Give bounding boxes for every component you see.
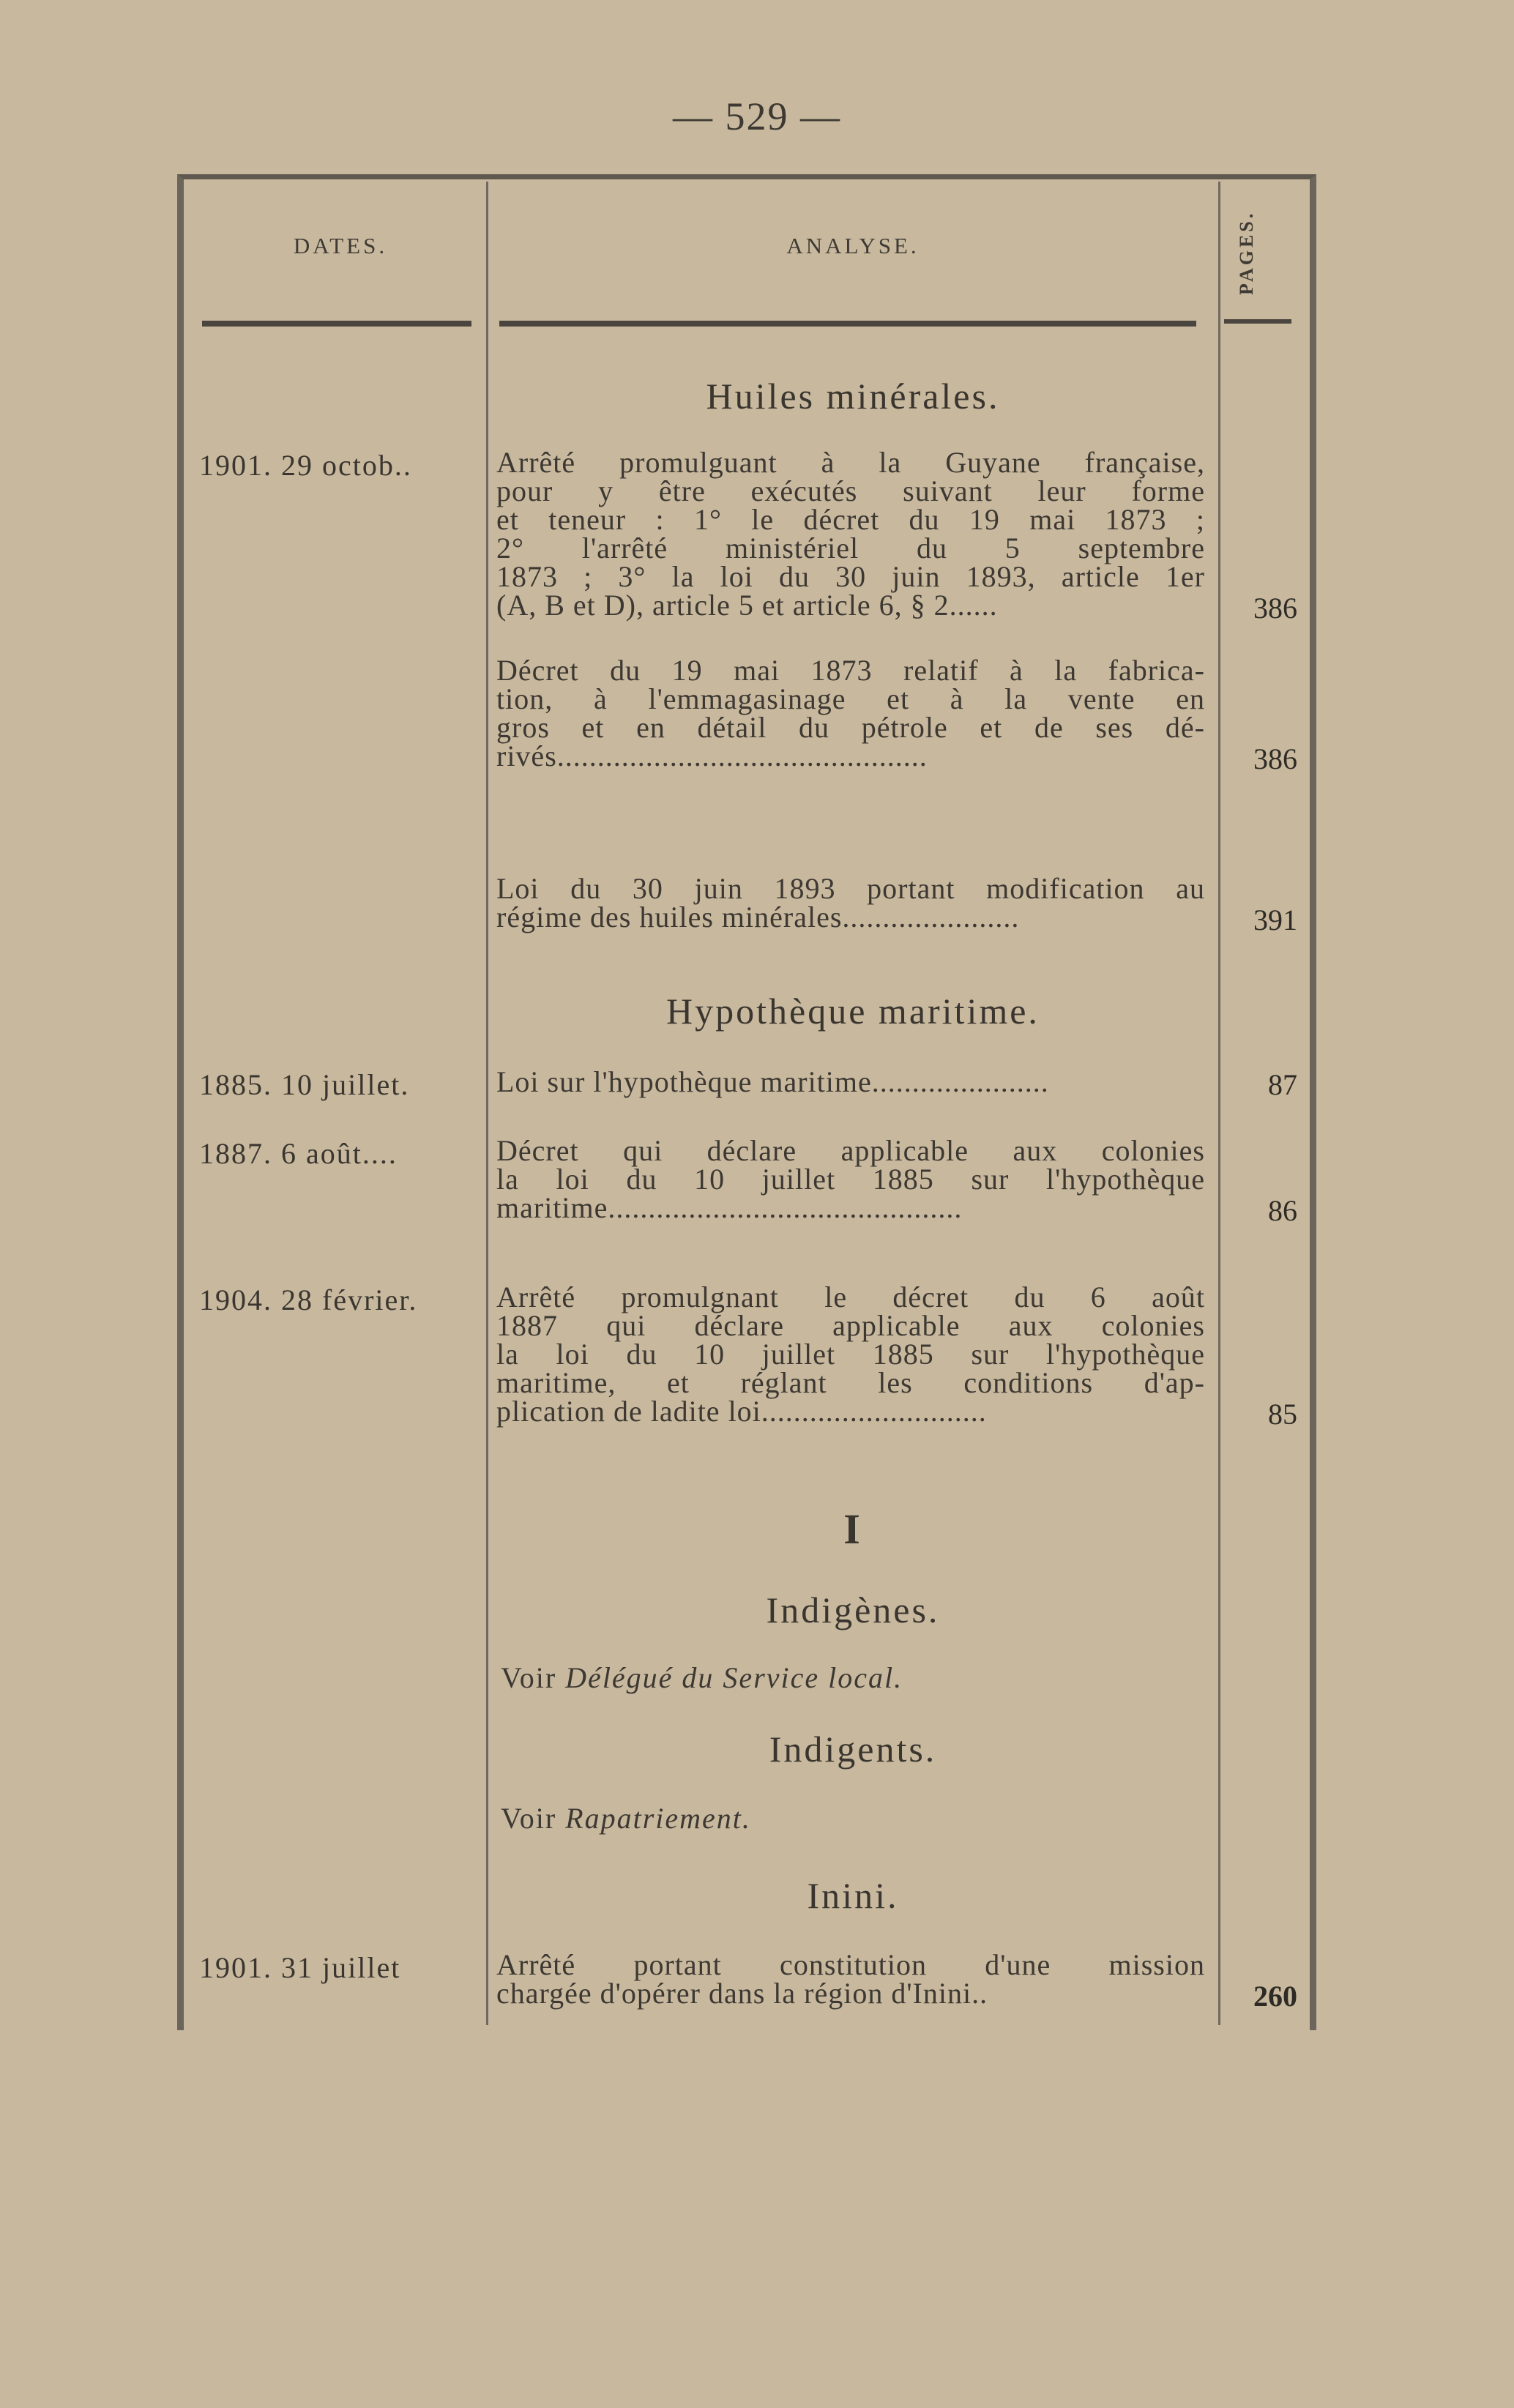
entry-analysis (496, 1067, 1205, 1096)
section-title: Huiles minérales. (706, 376, 1000, 417)
see-also-reference (501, 1801, 751, 1835)
entry-line: la loi du 10 juillet 1885 sur l'hypothèque (496, 1338, 1205, 1371)
see-also-prefix: Voir (501, 1661, 557, 1694)
entry-line: Arrêté portant constitution d'une mission (496, 1948, 1205, 1981)
entry-page: 86 (1268, 1194, 1297, 1227)
entry-analysis (496, 1950, 1205, 2008)
column-divider-pages (1218, 182, 1220, 2025)
entry-line: Arrêté promulguant à la Guyane française, (496, 446, 1205, 479)
entry-line: Décret qui déclare applicable aux colonies (496, 1134, 1205, 1167)
entry-line: Arrêté promulgnant le décret du 6 août (496, 1281, 1205, 1313)
header-rule-dates (202, 321, 471, 327)
entry-line: chargée d'opérer dans la région d'Inini.. (496, 1977, 988, 2010)
see-also-target: Délégué du Service local. (565, 1661, 903, 1694)
entry-page: 87 (1268, 1068, 1297, 1101)
entry-date: 1885. 10 juillet. (199, 1068, 410, 1101)
header-dates: DATES. (293, 233, 388, 258)
entry-analysis (496, 446, 1205, 622)
entry-line: Loi du 30 juin 1893 portant modification au (496, 872, 1205, 905)
entry-line: et teneur : 1° le décret du 19 mai 1873 ; (496, 503, 1205, 536)
entry-analysis (496, 1281, 1205, 1428)
entry-date: 1904. 28 février. (199, 1283, 418, 1316)
header-rule-pages (1224, 319, 1291, 324)
entry-line: gros et en détail du pétrole et de ses dé- (496, 711, 1205, 744)
see-also-target: Rapatriement. (565, 1802, 751, 1835)
see-also-prefix: Voir (501, 1802, 557, 1835)
page-number: — 529 — (673, 94, 841, 138)
entry-line: (A, B et D), article 5 et article 6, § 2...... (496, 589, 998, 622)
entry-line: maritime............................................ (496, 1191, 963, 1224)
entry-page: 386 (1253, 592, 1297, 625)
entry-line: Décret du 19 mai 1873 relatif à la fabrica- (496, 654, 1205, 687)
entry-page: 260 (1253, 1980, 1297, 2013)
entry-analysis (496, 656, 1205, 770)
entry-date: 1901. 31 juillet (199, 1951, 401, 1984)
entry-line: la loi du 10 juillet 1885 sur l'hypothèque (496, 1163, 1205, 1196)
header-pages: PAGES. (1236, 210, 1257, 295)
entry-line: tion, à l'emmagasinage et à la vente en (496, 682, 1205, 715)
header-analyse: ANALYSE. (786, 233, 920, 258)
entry-line: rivés.............................................. (496, 739, 928, 772)
entry-line: plication de ladite loi............................ (496, 1395, 987, 1428)
entry-line: régime des huiles minérales...................... (496, 901, 1020, 933)
entry-analysis (496, 1136, 1205, 1222)
section-title: Indigènes. (766, 1589, 940, 1630)
entry-line: maritime, et réglant les conditions d'ap- (496, 1366, 1205, 1399)
entry-date: 1901. 29 octob.. (199, 449, 412, 482)
section-title: Hypothèque maritime. (666, 991, 1040, 1032)
see-also-reference (501, 1660, 903, 1695)
entry-line: Loi sur l'hypothèque maritime...................... (496, 1065, 1049, 1098)
header-rule-analyse (499, 321, 1196, 327)
section-title: Inini. (807, 1875, 899, 1916)
section-title: Indigents. (769, 1729, 937, 1770)
entry-line: 1887 qui déclare applicable aux colonies (496, 1309, 1205, 1342)
entry-analysis (496, 874, 1205, 931)
column-divider-dates (486, 182, 488, 2025)
entry-line: pour y être exécutés suivant leur forme (496, 474, 1205, 507)
letter-heading: I (843, 1505, 862, 1553)
entry-page: 85 (1268, 1398, 1297, 1431)
entry-line: 2° l'arrêté ministériel du 5 septembre (496, 532, 1205, 564)
entry-page: 391 (1253, 903, 1297, 936)
entry-page: 386 (1253, 742, 1297, 775)
entry-line: 1873 ; 3° la loi du 30 juin 1893, article 1er (496, 560, 1205, 593)
entry-date: 1887. 6 août.... (199, 1137, 398, 1170)
